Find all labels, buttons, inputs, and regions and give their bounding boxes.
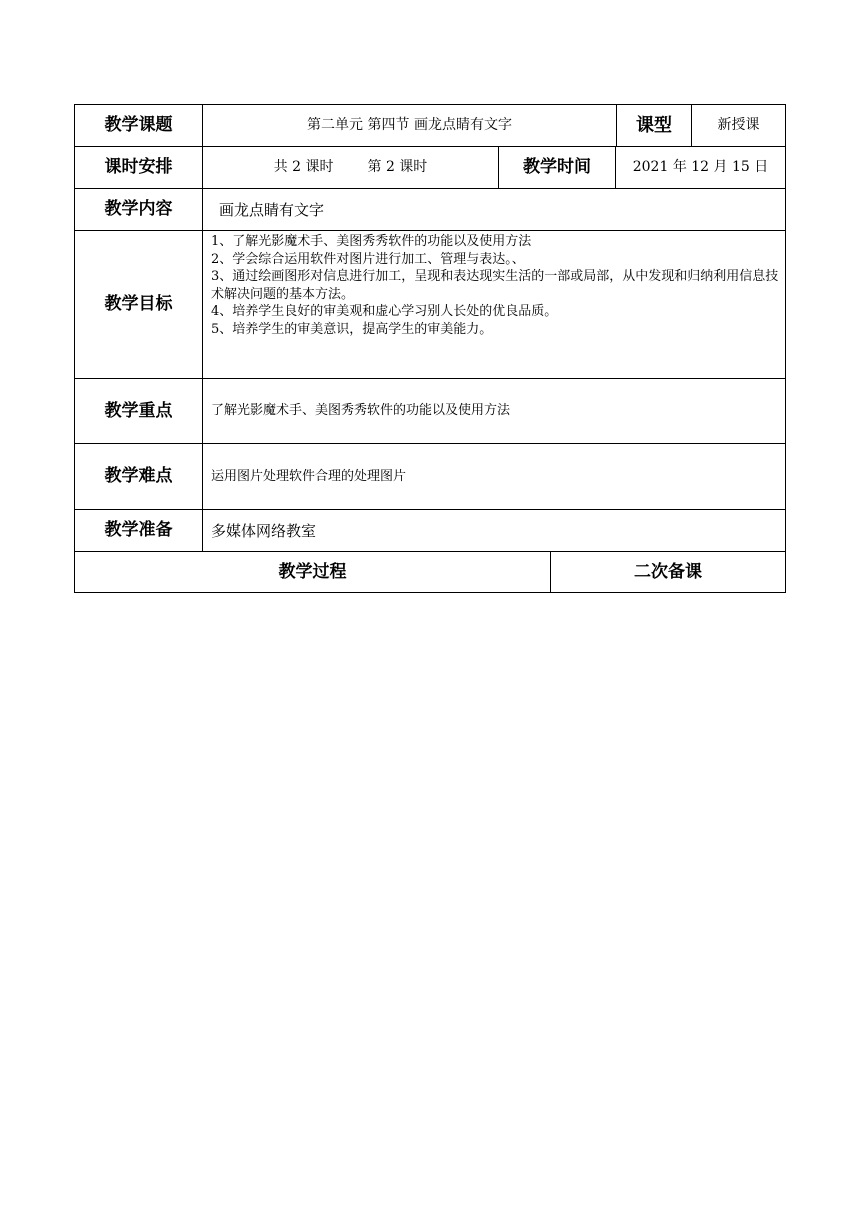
row-goals (74, 230, 786, 378)
goal-item: 4、培养学生良好的审美观和虚心学习别人长处的优良品质。 (211, 304, 558, 319)
total-hours: 共 2 课时 (273, 159, 334, 176)
key-label: 教学重点 (75, 379, 203, 443)
time-label: 教学时间 (499, 147, 616, 188)
key-value: 了解光影魔术手、美图秀秀软件的功能以及使用方法 (211, 403, 511, 419)
row-schedule (74, 146, 786, 188)
goal-item: 2、学会综合运用软件对图片进行加工、管理与表达。、 (211, 251, 525, 267)
content-value: 画龙点睛有文字 (219, 200, 325, 219)
schedule-label: 课时安排 (75, 147, 203, 188)
type-value: 新授课 (717, 117, 760, 134)
row-topic (74, 104, 786, 146)
difficulty-label: 教学难点 (75, 444, 203, 509)
row-preparation (74, 509, 786, 551)
prep-value: 多媒体网络教室 (211, 521, 317, 540)
row-process (74, 551, 786, 593)
topic-label: 教学课题 (75, 105, 203, 146)
schedule-value (203, 147, 499, 188)
lesson-plan-table (74, 104, 786, 593)
review-label: 二次备课 (634, 561, 702, 582)
type-label: 课型 (617, 105, 692, 146)
time-value: 2021 年 12 月 15 日 (632, 159, 769, 176)
goal-item: 1、了解光影魔术手、美图秀秀软件的功能以及使用方法 (211, 234, 532, 249)
goals-list (203, 231, 785, 378)
goal-item: 3、通过绘画图形对信息进行加工，呈现和表达现实生活的一部或局部，从中发现和归纳利用信息技术解决问题的基本方法。 (211, 269, 779, 302)
process-label: 教学过程 (75, 552, 551, 592)
row-content (74, 188, 786, 230)
content-label: 教学内容 (75, 189, 203, 230)
goals-label: 教学目标 (75, 231, 203, 378)
prep-label: 教学准备 (75, 510, 203, 551)
topic-value: 第二单元 第四节 画龙点睛有文字 (203, 105, 617, 146)
difficulty-value: 运用图片处理软件合理的处理图片 (211, 468, 407, 484)
goal-item: 5、培养学生的审美意识，提高学生的审美能力。 (211, 321, 493, 337)
row-key-points (74, 378, 786, 443)
row-difficulty (74, 443, 786, 509)
current-hour: 第 2 课时 (367, 159, 428, 176)
